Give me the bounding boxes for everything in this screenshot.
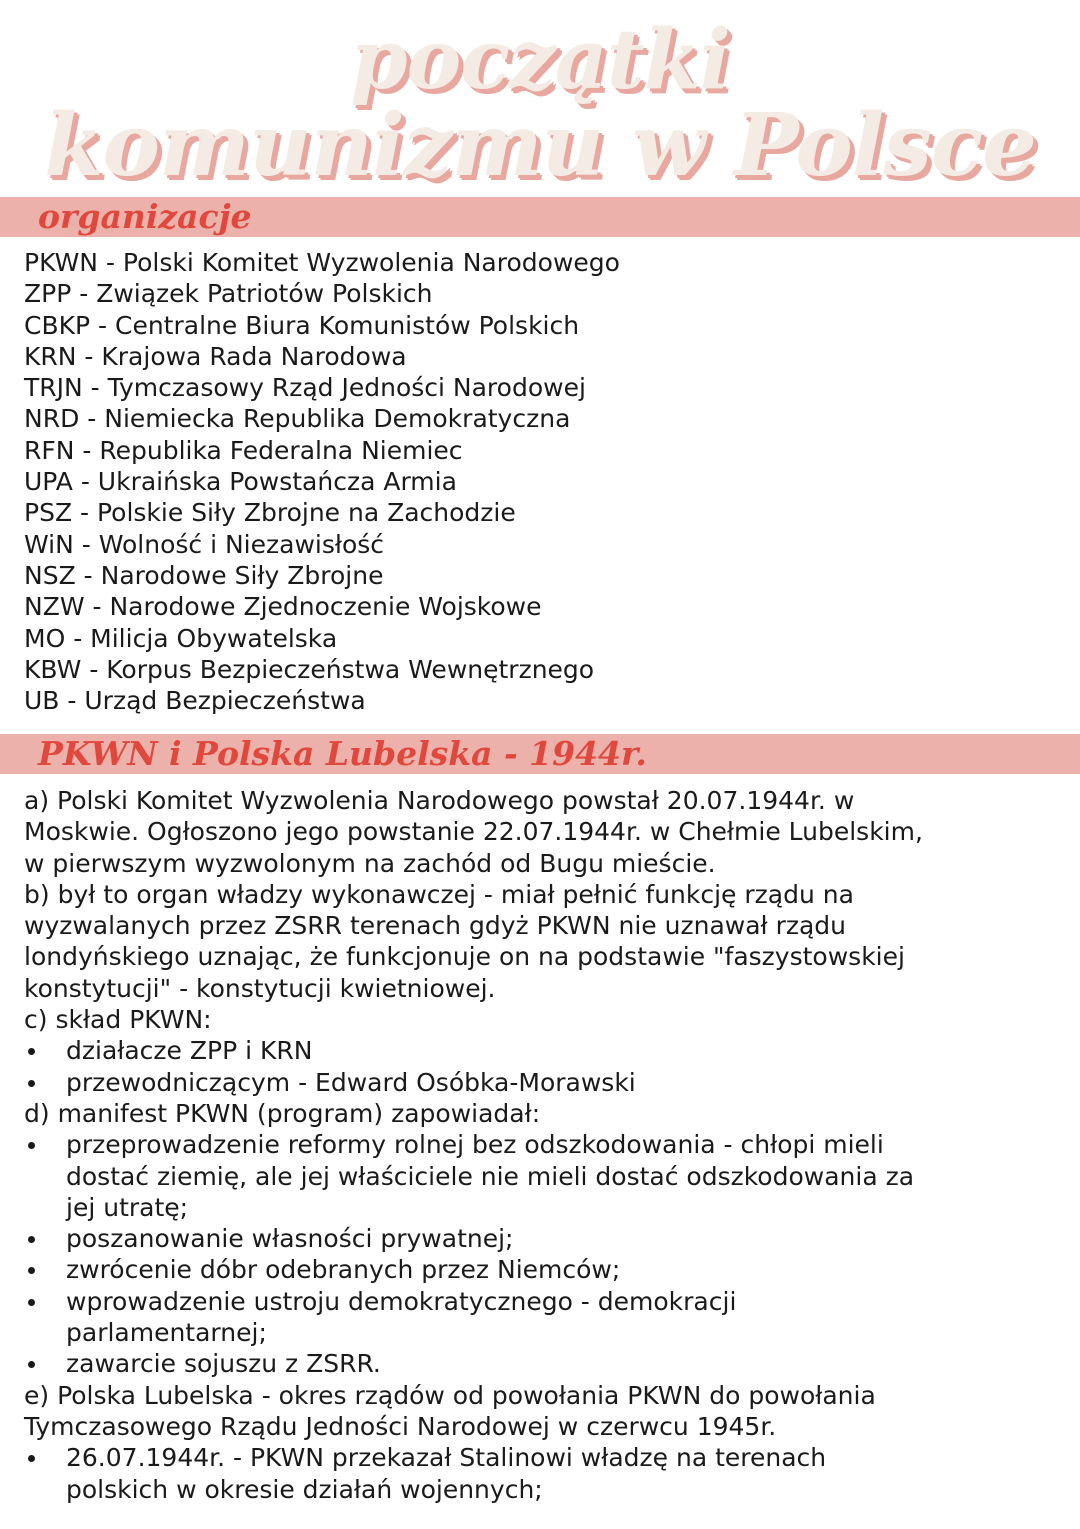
list-item: NZW - Narodowe Zjednoczenie Wojskowe (24, 592, 542, 622)
text-line: wyzwalanych przez ZSRR terenach gdyż PKWN nie uznawał rządu (24, 911, 847, 941)
bullet-text: dostać ziemię, ale jej właściciele nie mieli dostać odszkodowania za (66, 1161, 915, 1191)
page-title-line-1: początki (350, 12, 730, 108)
text-line: d) manifest PKWN (program) zapowiadał: (24, 1098, 541, 1128)
list-item: NRD - Niemiecka Republika Demokratyczna (24, 404, 571, 434)
bullet-text: jej utratę; (66, 1192, 189, 1222)
text-line: londyńskiego uznając, że funkcjonuje on na podstawie "faszystowskiej (24, 942, 905, 972)
bullet-continuation (24, 1474, 1064, 1505)
bullet-item (24, 1223, 1064, 1254)
bullet-dot-icon (28, 1267, 35, 1274)
section-heading: PKWN i Polska Lubelska - 1944r. (38, 734, 647, 773)
page-title-line-2: komunizmu w Polsce (44, 95, 1036, 196)
section-heading: organizacje (38, 197, 252, 236)
text-line: w pierwszym wyzwolonym na zachód od Bugu mieście. (24, 848, 716, 878)
list-item: CBKP - Centralne Biura Komunistów Polskich (24, 310, 580, 340)
bullet-text: poszanowanie własności prywatnej; (66, 1224, 514, 1254)
bullet-continuation (24, 1317, 1064, 1348)
bullet-dot-icon (28, 1142, 35, 1149)
text-line: Tymczasowego Rządu Jedności Narodowej w czerwcu 1945r. (24, 1411, 777, 1441)
list-item: TRJN - Tymczasowy Rząd Jedności Narodowej (24, 373, 586, 403)
text-line: konstytucji" - konstytucji kwietniowej. (24, 973, 496, 1003)
bullet-continuation (24, 1161, 1064, 1192)
bullet-item (24, 1129, 1064, 1160)
bullet-continuation (24, 1192, 1064, 1223)
section-header-organizations (0, 197, 1080, 237)
bullet-text: polskich w okresie działań wojennych; (66, 1474, 543, 1504)
bullet-dot-icon (28, 1080, 35, 1087)
bullet-text: 26.07.1944r. - PKWN przekazał Stalinowi władzę na terenach (66, 1443, 827, 1473)
bullet-text: parlamentarnej; (66, 1318, 267, 1348)
text-line: c) skład PKWN: (24, 1005, 212, 1035)
bullet-dot-icon (28, 1236, 35, 1243)
list-item: PSZ - Polskie Siły Zbrojne na Zachodzie (24, 498, 516, 528)
pkwn-section-body (24, 785, 1064, 1505)
bullet-item (24, 1254, 1064, 1285)
list-item: RFN - Republika Federalna Niemiec (24, 435, 463, 465)
text-line: Moskwie. Ogłoszono jego powstanie 22.07.1944r. w Chełmie Lubelskim, (24, 817, 923, 847)
bullet-text: wprowadzenie ustroju demokratycznego - demokracji (66, 1286, 737, 1316)
bullet-text: przeprowadzenie reformy rolnej bez odszkodowania - chłopi mieli (66, 1130, 884, 1160)
list-item: MO - Milicja Obywatelska (24, 623, 338, 653)
bullet-item (24, 1286, 1064, 1317)
text-line: e) Polska Lubelska - okres rządów od powołania PKWN do powołania (24, 1380, 876, 1410)
bullet-text: zawarcie sojuszu z ZSRR. (66, 1349, 381, 1379)
bullet-dot-icon (28, 1299, 35, 1306)
bullet-dot-icon (28, 1455, 35, 1462)
list-item: PKWN - Polski Komitet Wyzwolenia Narodowego (24, 248, 620, 277)
list-item: KRN - Krajowa Rada Narodowa (24, 341, 407, 371)
list-item: WiN - Wolność i Niezawisłość (24, 529, 385, 559)
list-item: ZPP - Związek Patriotów Polskich (24, 279, 433, 309)
bullet-dot-icon (28, 1361, 35, 1368)
bullet-text: działacze ZPP i KRN (66, 1036, 313, 1066)
bullet-text: przewodniczącym - Edward Osóbka-Morawski (66, 1067, 636, 1097)
organizations-list (24, 247, 620, 716)
list-item: UPA - Ukraińska Powstańcza Armia (24, 467, 457, 497)
list-item: NSZ - Narodowe Siły Zbrojne (24, 560, 384, 590)
bullet-dot-icon (28, 1048, 35, 1055)
bullet-item (24, 1067, 1064, 1098)
bullet-text: zwrócenie dóbr odebranych przez Niemców; (66, 1255, 621, 1285)
text-line: a) Polski Komitet Wyzwolenia Narodowego powstał 20.07.1944r. w (24, 786, 855, 815)
list-item: KBW - Korpus Bezpieczeństwa Wewnętrznego (24, 654, 595, 684)
bullet-item (24, 1442, 1064, 1473)
list-item: UB - Urząd Bezpieczeństwa (24, 686, 366, 716)
bullet-item (24, 1348, 1064, 1379)
section-header-pkwn (0, 734, 1080, 774)
bullet-item (24, 1035, 1064, 1066)
text-line: b) był to organ władzy wykonawczej - miał pełnić funkcję rządu na (24, 879, 854, 909)
